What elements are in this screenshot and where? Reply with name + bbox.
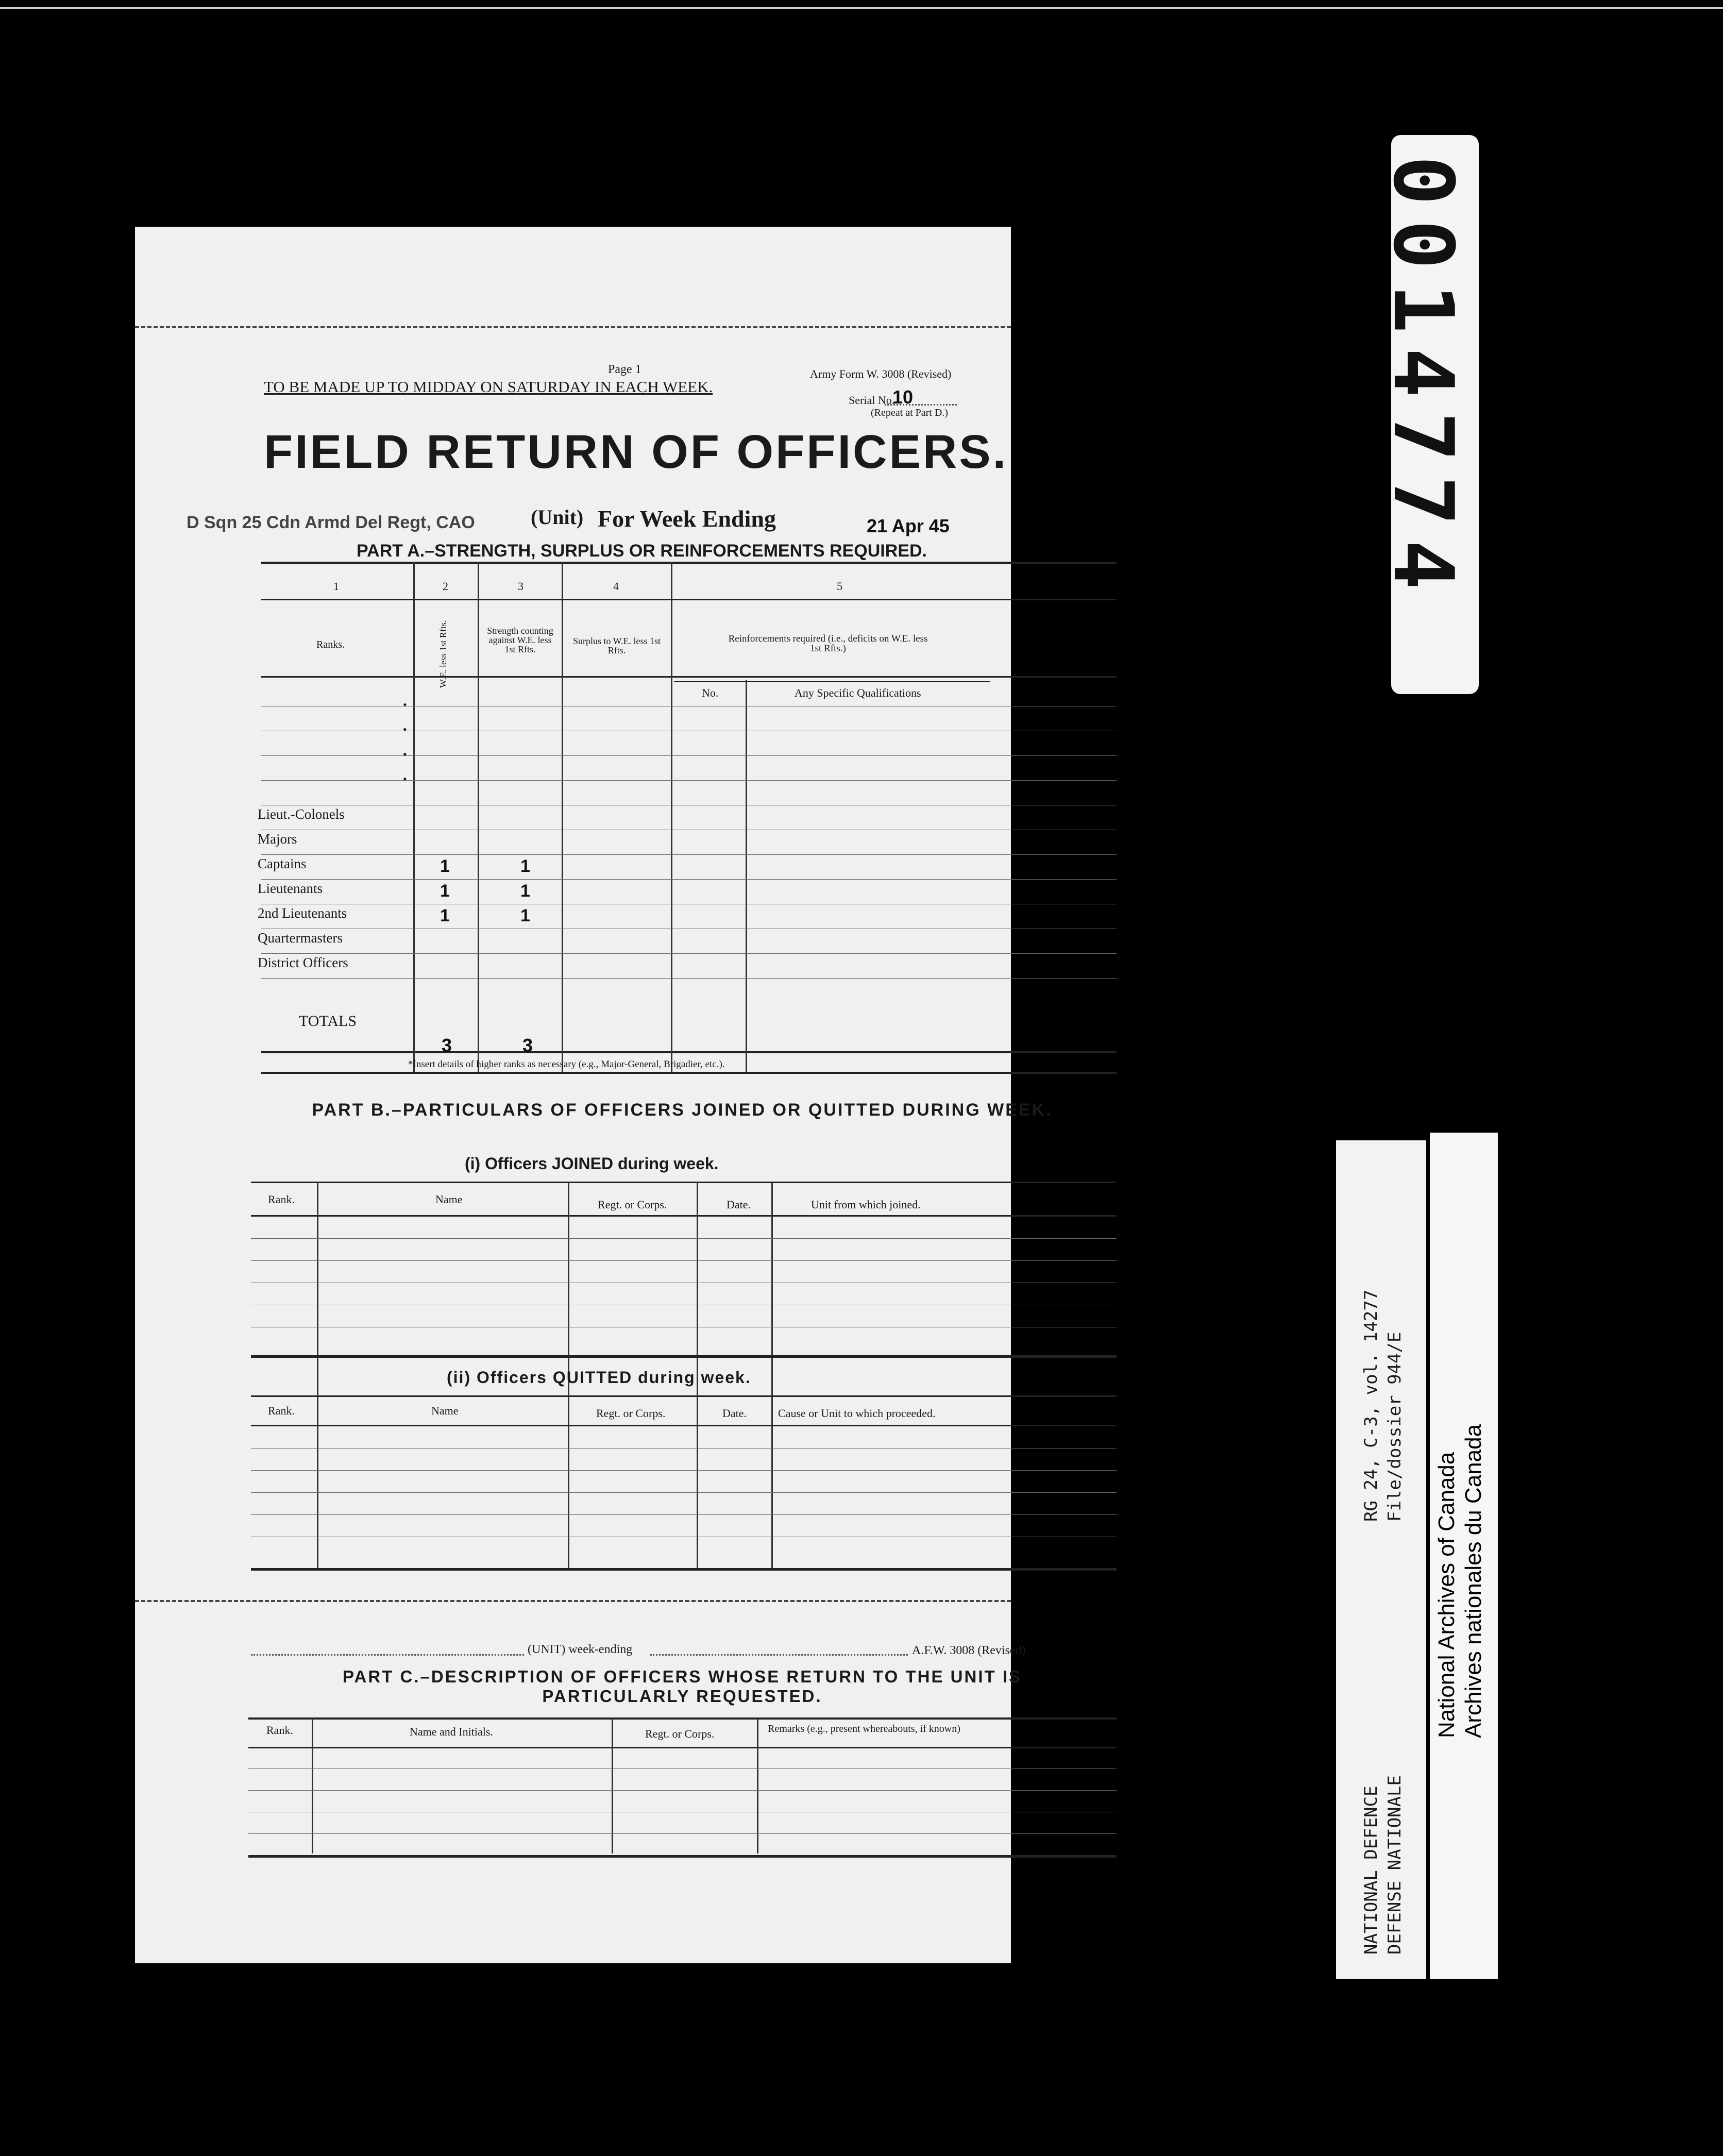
- rank-district-officers: District Officers: [258, 955, 348, 970]
- archive-number: 0014774: [1375, 156, 1472, 604]
- col-num-2: 2: [443, 580, 448, 593]
- dept-french: DEFENSE NATIONALE: [1384, 1775, 1405, 1955]
- col-num-3: 3: [518, 580, 523, 593]
- part-a-head-rule: [261, 676, 1117, 678]
- joined-head-rule: [251, 1215, 1117, 1217]
- asterisk-2: •: [403, 723, 407, 736]
- part-a-totals-rule: [261, 1051, 1117, 1053]
- week-ending-dotted-line: [650, 1654, 908, 1656]
- total-strength: 3: [522, 1035, 533, 1056]
- joined-unit-head: Unit from which joined.: [811, 1198, 921, 1211]
- joined-name-head: Name: [435, 1193, 463, 1206]
- joined-title: (i) Officers JOINED during week.: [465, 1154, 719, 1173]
- part-c-form: A.F.W. 3008 (Revised): [912, 1644, 1026, 1657]
- archive-ref-2: File/dossier 944/E: [1384, 1332, 1405, 1522]
- total-we: 3: [442, 1035, 452, 1056]
- part-a-title: PART A.–STRENGTH, SURPLUS OR REINFORCEMENTS REQUIRED.: [357, 541, 927, 561]
- part-c-regt-head: Regt. or Corps.: [645, 1727, 715, 1740]
- joined-date-head: Date.: [727, 1198, 751, 1211]
- strength-heading: Strength counting against W.E. less 1st Rfts.: [487, 626, 553, 654]
- quitted-head-rule: [251, 1425, 1117, 1426]
- col-divider-3: [562, 562, 563, 1072]
- perforation-bottom: [135, 1600, 1011, 1602]
- part-a-footnote: *Insert details of higher ranks as necessary (e.g., Major-General, Brigadier, etc.).: [408, 1059, 725, 1070]
- week-value: 21 Apr 45: [867, 515, 950, 536]
- week-label: For Week Ending: [598, 506, 776, 532]
- archive-reference-label: [1336, 1140, 1426, 1979]
- we-2nd-lieutenants: 1: [440, 906, 450, 925]
- joined-top-rule: [251, 1182, 1117, 1183]
- rank-lieutenants: Lieutenants: [258, 881, 323, 896]
- joined-col-div-4: [771, 1183, 773, 1569]
- part-c-top-rule: [248, 1717, 1117, 1720]
- joined-bottom-rule: [251, 1355, 1117, 1358]
- col-num-5: 5: [837, 580, 842, 593]
- rank-majors: Majors: [258, 831, 297, 847]
- col-num-1: 1: [333, 580, 339, 593]
- archive-name-french: Archives nationales du Canada: [1461, 1424, 1486, 1738]
- col-divider-1: [413, 562, 415, 1072]
- part-c-name-head: Name and Initials.: [410, 1725, 493, 1738]
- part-a-top-rule: [261, 562, 1117, 564]
- quitted-title: (ii) Officers QUITTED during week.: [447, 1368, 751, 1387]
- part-c-title: PART C.–DESCRIPTION OF OFFICERS WHOSE RETURN TO THE UNIT IS PARTICULARLY REQUESTED.: [343, 1667, 1022, 1706]
- quitted-bottom-rule: [251, 1568, 1117, 1571]
- strength-lieutenants: 1: [520, 881, 530, 901]
- serial-value: 10: [892, 386, 914, 408]
- asterisk-4: •: [403, 772, 407, 785]
- serial-label: Serial No.: [849, 394, 895, 407]
- joined-regt-head: Regt. or Corps.: [598, 1198, 667, 1211]
- archive-name-english: National Archives of Canada: [1434, 1452, 1459, 1738]
- archive-number-stamp: [1375, 135, 1479, 694]
- part-c-bottom-rule: [248, 1855, 1117, 1858]
- part-c-unit-line: (UNIT) week-ending: [528, 1643, 633, 1656]
- dept-english: NATIONAL DEFENCE: [1361, 1786, 1381, 1955]
- part-b-title: PART B.–PARTICULARS OF OFFICERS JOINED OR QUITTED DURING WEEK.: [312, 1100, 1053, 1120]
- rank-captains: Captains: [258, 856, 307, 871]
- totals-label: TOTALS: [299, 1013, 357, 1030]
- quitted-regt-head: Regt. or Corps.: [596, 1407, 666, 1420]
- col-divider-4: [671, 562, 672, 1072]
- asterisk-3: •: [403, 748, 407, 761]
- reinforcements-heading: Reinforcements required (i.e., deficits on W.E. less 1st Rfts.): [728, 633, 928, 654]
- no-heading: No.: [702, 686, 719, 699]
- we-heading: W.E. less 1st Rfts.: [438, 620, 448, 688]
- part-a-subhead-rule: [674, 681, 990, 682]
- rank-2nd-lieutenants: 2nd Lieutenants: [258, 905, 347, 921]
- serial-note: (Repeat at Part D.): [871, 407, 948, 418]
- form-title: FIELD RETURN OF OFFICERS.: [264, 426, 1008, 478]
- strength-2nd-lieutenants: 1: [520, 906, 530, 925]
- quitted-date-head: Date.: [722, 1407, 747, 1420]
- rank-quartermasters: Quartermasters: [258, 930, 343, 946]
- quitted-rank-head: Rank.: [268, 1404, 295, 1417]
- rank-lieut-colonels: Lieut.-Colonels: [258, 806, 345, 822]
- archive-ref-1: RG 24, C-3, vol. 14277: [1361, 1289, 1381, 1522]
- archive-name-label: [1430, 1133, 1498, 1979]
- part-c-remarks-head: Remarks (e.g., present whereabouts, if known): [768, 1723, 960, 1734]
- asterisk-1: •: [403, 698, 407, 711]
- ranks-heading: Ranks.: [316, 639, 345, 650]
- form-page: [135, 227, 1053, 1963]
- we-captains: 1: [440, 856, 450, 876]
- unit-dotted-line: [251, 1654, 524, 1656]
- surplus-heading: Surplus to W.E. less 1st Rfts.: [572, 636, 661, 655]
- perforation-top: [135, 326, 1011, 328]
- col-num-4: 4: [613, 580, 619, 593]
- part-c-head-rule: [248, 1747, 1117, 1748]
- unit-value: D Sqn 25 Cdn Armd Del Regt, CAO: [187, 513, 475, 532]
- joined-col-div-1: [317, 1183, 318, 1569]
- joined-rank-head: Rank.: [268, 1193, 295, 1206]
- top-border: [0, 7, 1723, 9]
- instruction-text: TO BE MADE UP TO MIDDAY ON SATURDAY IN EACH WEEK.: [264, 378, 713, 396]
- part-a-bottom-rule: [261, 1072, 1117, 1074]
- quitted-top-rule: [251, 1395, 1117, 1397]
- quitted-cause-head: Cause or Unit to which proceeded.: [778, 1407, 936, 1420]
- page-number: Page 1: [608, 363, 641, 376]
- qualifications-heading: Any Specific Qualifications: [795, 686, 921, 699]
- strength-captains: 1: [520, 856, 530, 876]
- col-divider-2: [478, 562, 479, 1072]
- part-c-rank-head: Rank.: [266, 1724, 293, 1737]
- col-divider-5: [746, 680, 747, 1072]
- unit-label: (Unit): [531, 506, 584, 529]
- we-lieutenants: 1: [440, 881, 450, 901]
- form-number: Army Form W. 3008 (Revised): [810, 367, 952, 380]
- part-a-num-rule: [261, 599, 1117, 600]
- quitted-name-head: Name: [431, 1404, 459, 1417]
